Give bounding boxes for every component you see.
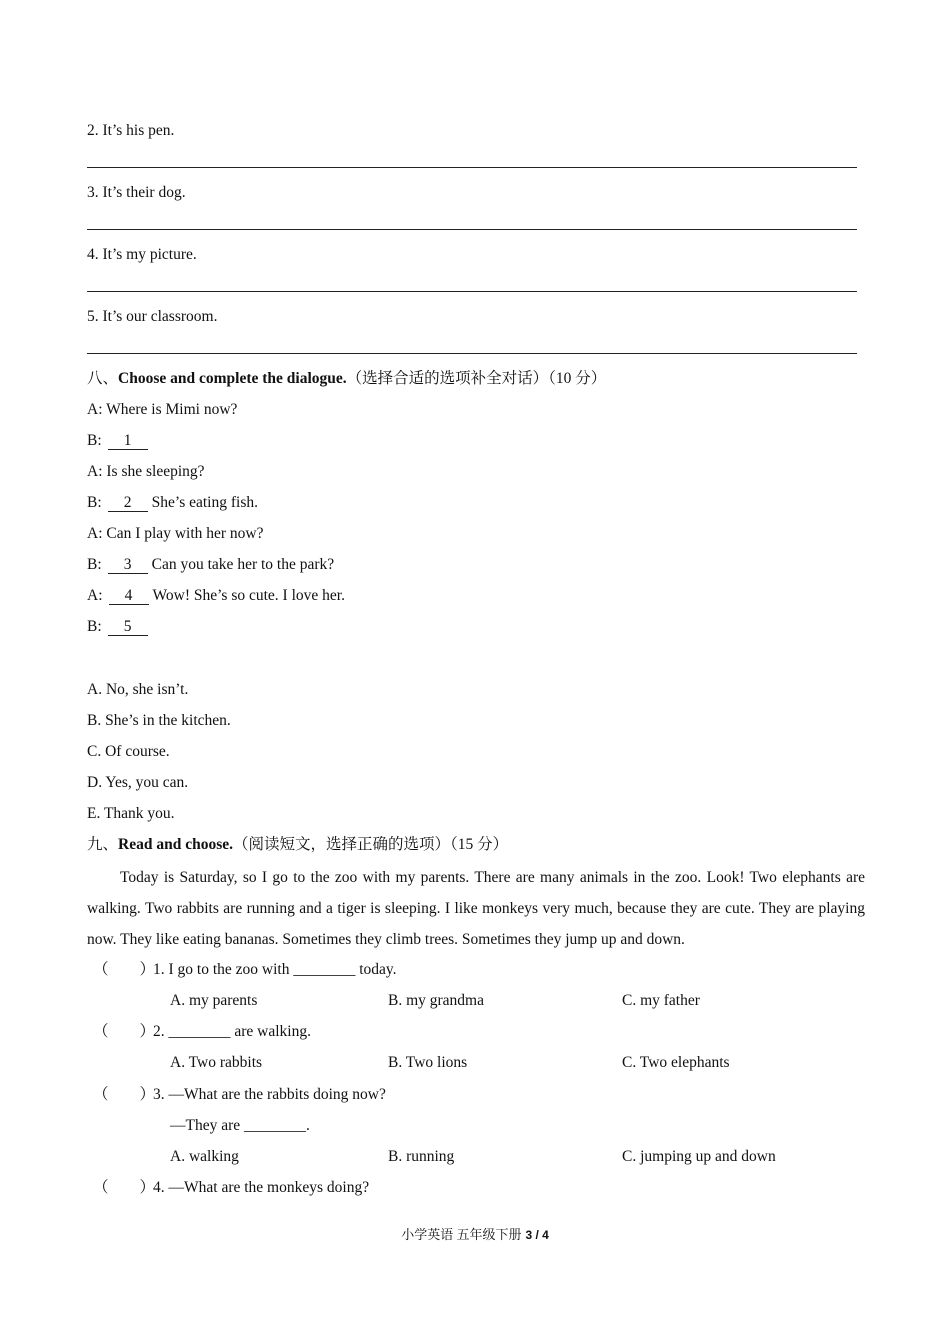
option-item: A. No, she isn’t. <box>87 681 189 698</box>
answer-blank[interactable]: 5 <box>108 618 148 636</box>
section-instruction: （阅读短文，选择正确的选项）（15 分） <box>233 836 509 853</box>
answer-paren[interactable]: （ ） <box>93 1179 156 1196</box>
choice-c: C. jumping up and down <box>622 1148 776 1165</box>
answer-blank[interactable]: 3 <box>108 556 148 574</box>
option-item: C. Of course. <box>87 743 170 760</box>
exercise-sentence: 2. It’s his pen. <box>87 122 175 139</box>
section-heading <box>87 369 606 389</box>
dialogue-line: B: 5 <box>87 617 152 637</box>
answer-paren[interactable]: （ ） <box>93 1086 156 1103</box>
answer-paren[interactable]: （ ） <box>93 1023 156 1040</box>
page-number: 3 / 4 <box>525 1228 549 1242</box>
answer-blank[interactable]: 1 <box>108 432 148 450</box>
choice-b: B. running <box>388 1148 455 1165</box>
dialogue-line: A: Can I play with her now? <box>87 525 264 542</box>
choice-b: B. Two lions <box>388 1054 468 1071</box>
choice-b: B. my grandma <box>388 992 484 1009</box>
section-number: 九、 <box>87 836 119 853</box>
answer-paren[interactable]: （ ） <box>93 961 156 978</box>
option-item: B. She’s in the kitchen. <box>87 712 231 729</box>
footer-label: 小学英语 五年级下册 <box>401 1227 522 1242</box>
choice-a: A. walking <box>170 1148 239 1165</box>
section-instruction: （选择合适的选项补全对话）（10 分） <box>346 370 607 387</box>
answer-line <box>87 353 857 354</box>
section-heading <box>87 835 508 855</box>
question-text: 2. ________ are walking. <box>153 1023 311 1040</box>
dialogue-line: B: 1 <box>87 431 152 451</box>
dialogue-line: A: 4 Wow! She’s so cute. I love her. <box>87 587 345 604</box>
answer-blank[interactable]: 4 <box>109 587 149 605</box>
choice-a: A. my parents <box>170 992 258 1009</box>
dialogue-line: A: Where is Mimi now? <box>87 401 238 418</box>
question-text: 4. —What are the monkeys doing? <box>153 1179 370 1196</box>
section-title: Choose and complete the dialogue. <box>118 370 347 387</box>
exercise-sentence: 4. It’s my picture. <box>87 246 197 263</box>
section-title: Read and choose. <box>118 836 233 853</box>
question-text: 1. I go to the zoo with ________ today. <box>153 961 397 978</box>
question-text: 3. —What are the rabbits doing now? <box>153 1086 386 1103</box>
dialogue-line: B: 3 Can you take her to the park? <box>87 556 335 573</box>
section-number: 八、 <box>87 370 119 387</box>
dialogue-line: A: Is she sleeping? <box>87 463 205 480</box>
option-item: D. Yes, you can. <box>87 774 189 791</box>
page-footer <box>0 1224 950 1243</box>
option-item: E. Thank you. <box>87 805 175 822</box>
choice-c: C. Two elephants <box>622 1054 730 1071</box>
answer-line <box>87 167 857 168</box>
exercise-sentence: 3. It’s their dog. <box>87 184 186 201</box>
answer-line <box>87 229 857 230</box>
exercise-sentence: 5. It’s our classroom. <box>87 308 218 325</box>
question-subtext: —They are ________. <box>170 1117 310 1134</box>
dialogue-line: B: 2 She’s eating fish. <box>87 494 258 511</box>
answer-line <box>87 291 857 292</box>
choice-c: C. my father <box>622 992 700 1009</box>
choice-a: A. Two rabbits <box>170 1054 263 1071</box>
reading-passage: Today is Saturday, so I go to the zoo with my parents. There are many animals in the zoo. Look! Two elephants are walking. Two rabbits are running and a tiger is sleeping. I like monkeys very much, because they are cute. They are playing now. They like eating bananas. Sometimes they climb trees. Sometimes they jump up and down. <box>87 869 865 948</box>
answer-blank[interactable]: 2 <box>108 494 148 512</box>
